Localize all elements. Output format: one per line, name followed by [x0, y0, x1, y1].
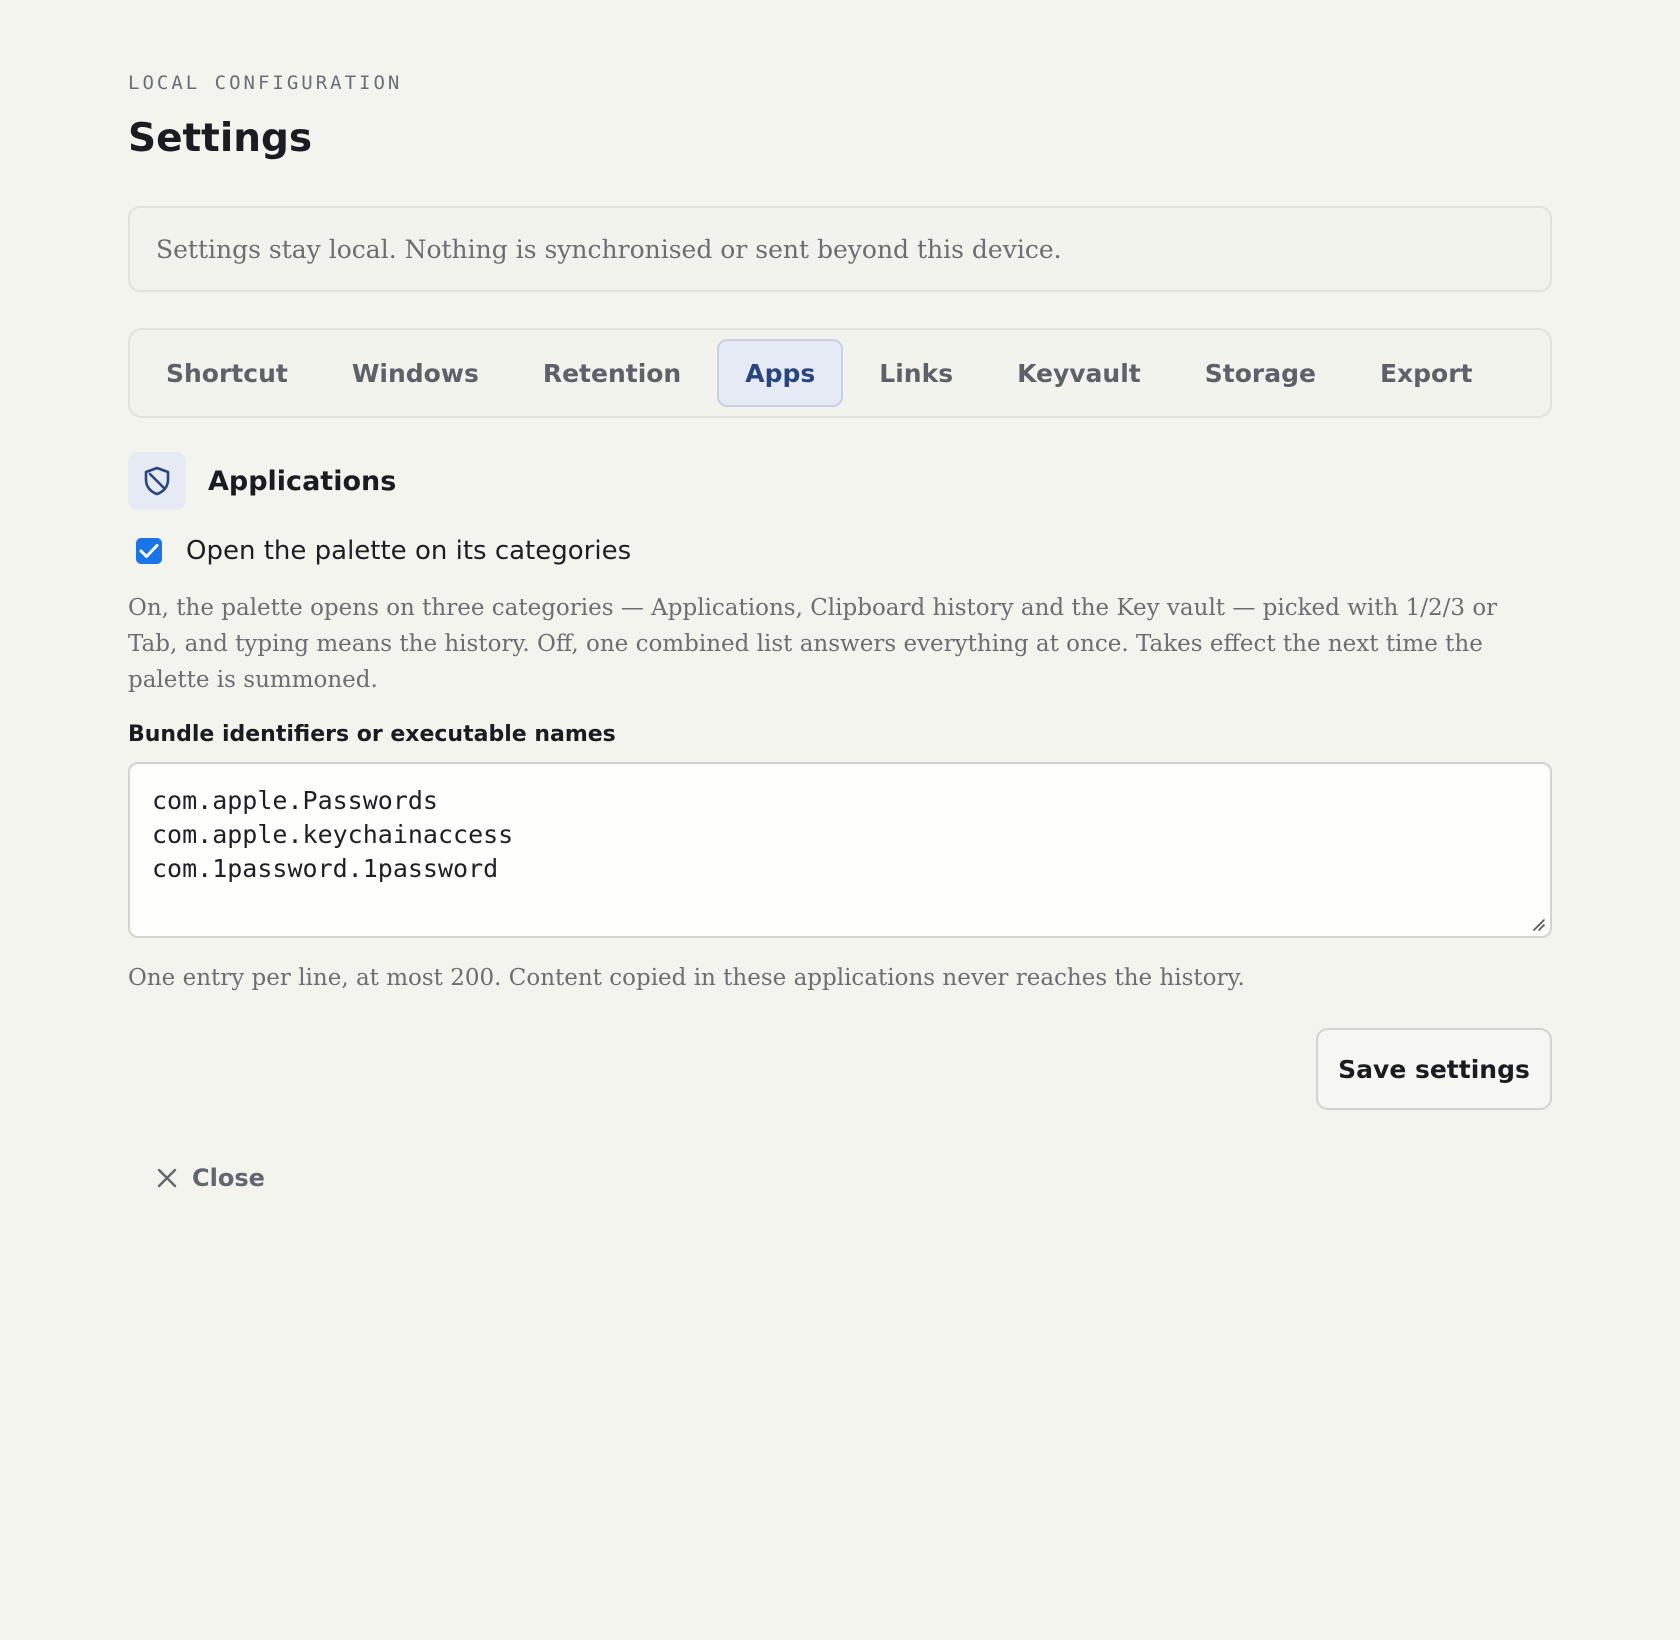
- bundle-identifiers-textarea[interactable]: [130, 764, 1550, 936]
- tab-storage[interactable]: Storage: [1204, 358, 1316, 388]
- palette-categories-description: On, the palette opens on three categories — Applications, Clipboard history and the Key vault — picked with 1/2/3 or Tab, and typing means the history. Off, one combined list answers everything at once. Takes effect the next time the palette is summoned.: [128, 595, 1498, 693]
- bundle-field-label: Bundle identifiers or executable names: [128, 722, 616, 747]
- page-title: Settings: [128, 116, 313, 161]
- close-label: Close: [192, 1164, 265, 1192]
- resize-handle-icon[interactable]: [1530, 916, 1546, 932]
- tab-shortcut[interactable]: Shortcut: [166, 358, 288, 388]
- bundle-field-hint: One entry per line, at most 200. Content copied in these applications never reaches the history.: [128, 965, 1245, 991]
- local-notice-text: Settings stay local. Nothing is synchronised or sent beyond this device.: [156, 234, 1062, 264]
- local-notice: [128, 206, 1552, 292]
- tab-links[interactable]: Links: [879, 358, 954, 388]
- palette-categories-label[interactable]: Open the palette on its categories: [186, 536, 632, 566]
- section-title: Applications: [208, 465, 397, 497]
- page-eyebrow: LOCAL CONFIGURATION: [128, 72, 403, 94]
- palette-categories-option: [128, 522, 1552, 580]
- close-button[interactable]: [128, 1156, 265, 1200]
- close-icon: [156, 1167, 178, 1189]
- tab-export[interactable]: Export: [1379, 358, 1473, 388]
- settings-tabs: [128, 328, 1552, 418]
- tab-retention[interactable]: Retention: [542, 358, 682, 388]
- palette-categories-checkbox[interactable]: [136, 538, 162, 564]
- actions-row: [128, 1028, 1552, 1110]
- applications-section-header: [128, 452, 1552, 510]
- tab-keyvault[interactable]: Keyvault: [1017, 358, 1141, 388]
- save-settings-button[interactable]: Save settings: [1316, 1028, 1552, 1110]
- tab-windows[interactable]: Windows: [351, 358, 479, 388]
- checkmark-icon: [139, 543, 159, 559]
- tab-apps[interactable]: Apps: [717, 339, 843, 407]
- shield-icon: [128, 452, 186, 510]
- bundle-field-container: [128, 762, 1552, 938]
